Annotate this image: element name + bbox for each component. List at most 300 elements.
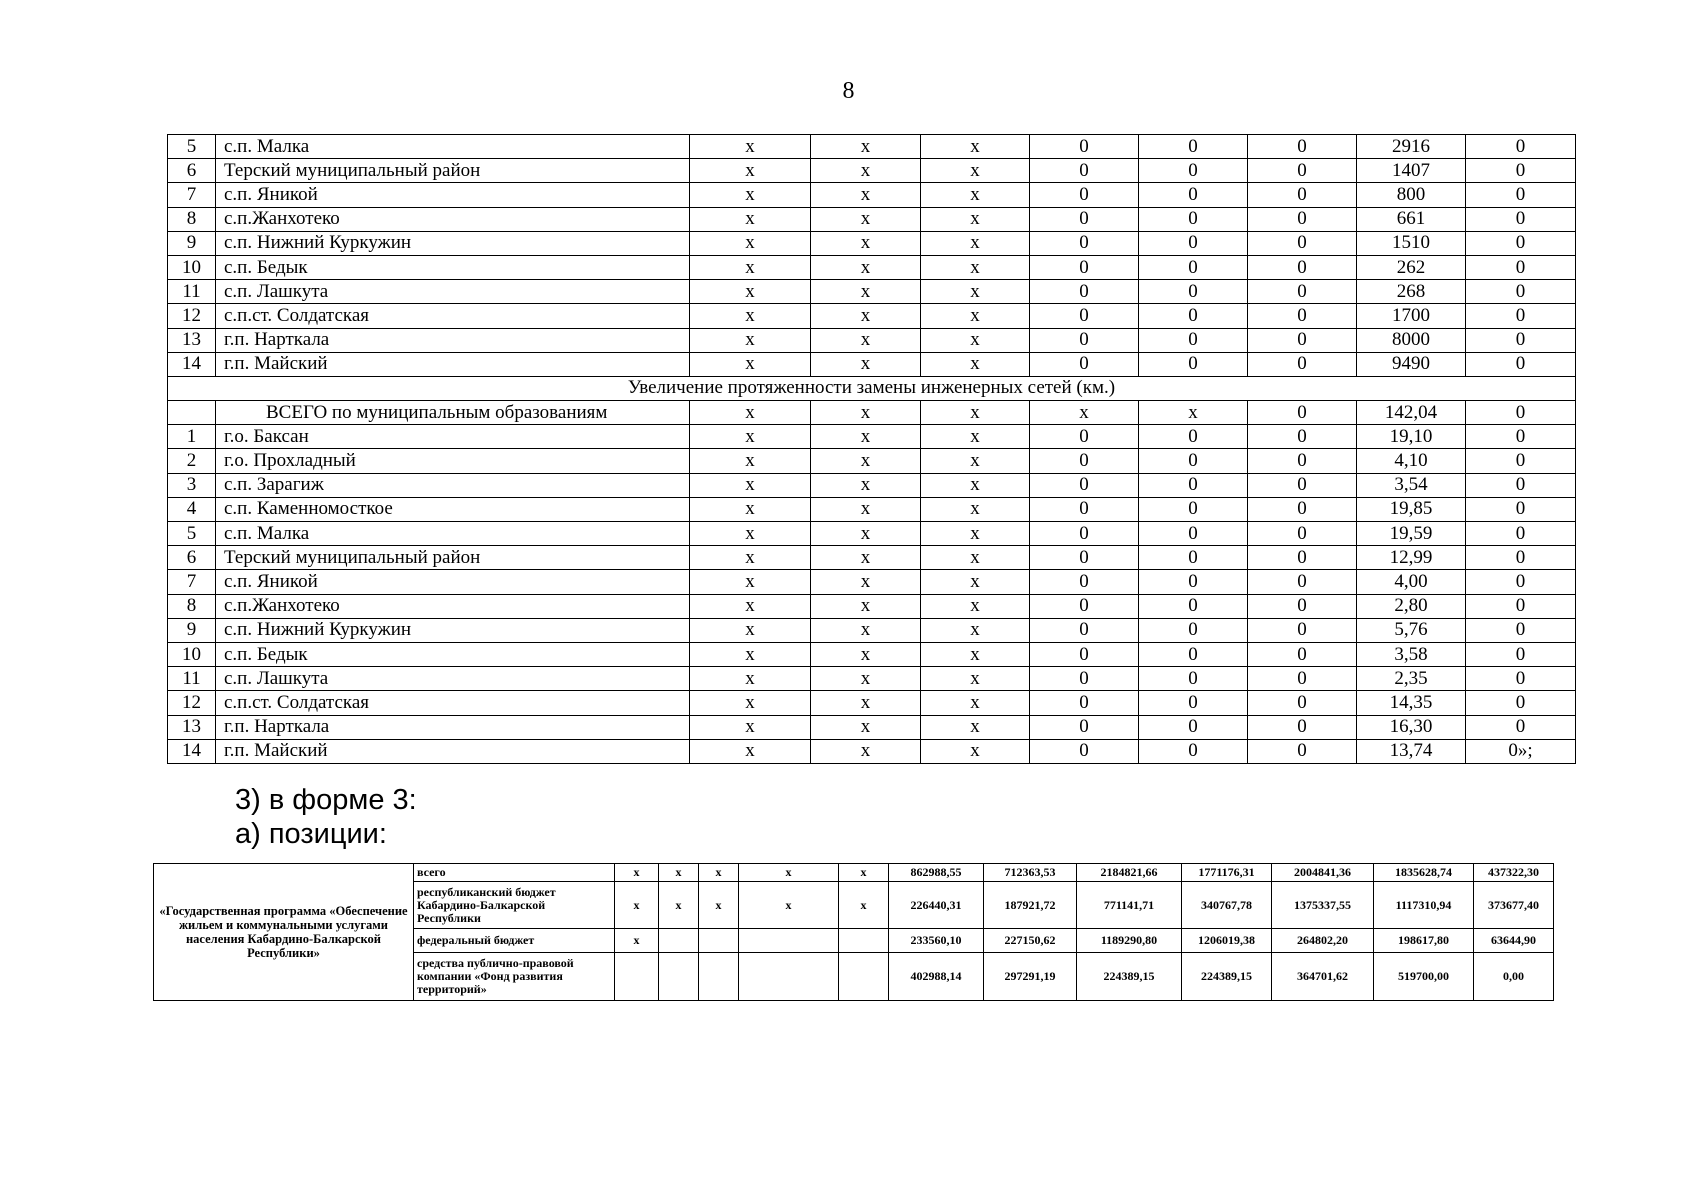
- value-cell: х: [811, 497, 921, 521]
- value-cell: 227150,62: [984, 929, 1077, 953]
- value-cell: 0: [1139, 715, 1248, 739]
- value-cell: 8000: [1357, 328, 1466, 352]
- table-row: [168, 352, 1576, 376]
- value-cell: 1407: [1357, 159, 1466, 183]
- section-title: Увеличение протяженности замены инженерных сетей (км.): [168, 376, 1576, 400]
- value-cell: х: [921, 159, 1030, 183]
- municipality-name: г.п. Нарткала: [216, 328, 690, 352]
- value-cell: 1510: [1357, 231, 1466, 255]
- value-cell: 0: [1030, 280, 1139, 304]
- table-row: [168, 522, 1576, 546]
- value-cell: 0: [1248, 255, 1357, 279]
- value-cell: 198617,80: [1374, 929, 1474, 953]
- value-cell: 0: [1139, 618, 1248, 642]
- value-cell: [659, 953, 699, 1001]
- value-cell: 364701,62: [1272, 953, 1374, 1001]
- value-cell: х: [811, 328, 921, 352]
- value-cell: 226440,31: [889, 882, 984, 929]
- value-cell: 0: [1139, 497, 1248, 521]
- value-cell: х: [811, 546, 921, 570]
- value-cell: х: [811, 473, 921, 497]
- value-cell: [699, 929, 739, 953]
- value-cell: 9490: [1357, 352, 1466, 376]
- row-number: 11: [168, 280, 216, 304]
- row-number: 9: [168, 231, 216, 255]
- value-cell: х: [921, 255, 1030, 279]
- value-cell: х: [811, 691, 921, 715]
- value-cell: 0: [1466, 401, 1576, 425]
- value-cell: 0: [1139, 425, 1248, 449]
- value-cell: 3,54: [1357, 473, 1466, 497]
- municipality-name: с.п.Жанхотеко: [216, 207, 690, 231]
- value-cell: х: [811, 352, 921, 376]
- value-cell: 224389,15: [1182, 953, 1272, 1001]
- value-cell: 2,80: [1357, 594, 1466, 618]
- value-cell: 0: [1139, 183, 1248, 207]
- municipality-name: г.о. Прохладный: [216, 449, 690, 473]
- value-cell: 12,99: [1357, 546, 1466, 570]
- value-cell: х: [690, 255, 811, 279]
- value-cell: 233560,10: [889, 929, 984, 953]
- municipality-name: с.п. Яникой: [216, 570, 690, 594]
- value-cell: х: [921, 183, 1030, 207]
- funding-table: [153, 863, 1554, 1001]
- value-cell: х: [615, 929, 659, 953]
- value-cell: 2184821,66: [1077, 864, 1182, 882]
- value-cell: х: [921, 522, 1030, 546]
- value-cell: х: [811, 183, 921, 207]
- value-cell: х: [811, 715, 921, 739]
- value-cell: [739, 929, 839, 953]
- value-cell: 0: [1248, 328, 1357, 352]
- table-row: [168, 546, 1576, 570]
- value-cell: 0: [1466, 691, 1576, 715]
- row-number: 10: [168, 642, 216, 666]
- value-cell: 0: [1030, 304, 1139, 328]
- value-cell: 0: [1248, 304, 1357, 328]
- row-number: 7: [168, 570, 216, 594]
- value-cell: 0: [1139, 691, 1248, 715]
- row-number: 12: [168, 304, 216, 328]
- value-cell: х: [811, 280, 921, 304]
- value-cell: 0: [1466, 618, 1576, 642]
- value-cell: х: [811, 159, 921, 183]
- value-cell: х: [811, 231, 921, 255]
- value-cell: х: [690, 135, 811, 159]
- table-row: [168, 425, 1576, 449]
- value-cell: 0: [1248, 449, 1357, 473]
- value-cell: 0: [1030, 425, 1139, 449]
- municipality-name: г.п. Нарткала: [216, 715, 690, 739]
- value-cell: 0: [1139, 594, 1248, 618]
- value-cell: х: [811, 207, 921, 231]
- value-cell: 2916: [1357, 135, 1466, 159]
- value-cell: 0: [1466, 667, 1576, 691]
- value-cell: х: [811, 425, 921, 449]
- value-cell: х: [921, 425, 1030, 449]
- table-row: [168, 135, 1576, 159]
- value-cell: х: [690, 280, 811, 304]
- value-cell: 0: [1466, 425, 1576, 449]
- value-cell: 0: [1248, 425, 1357, 449]
- value-cell: х: [811, 522, 921, 546]
- row-number: 8: [168, 594, 216, 618]
- value-cell: 0: [1248, 618, 1357, 642]
- value-cell: 373677,40: [1474, 882, 1554, 929]
- value-cell: х: [921, 473, 1030, 497]
- value-cell: 0: [1030, 352, 1139, 376]
- value-cell: х: [811, 570, 921, 594]
- value-cell: х: [739, 882, 839, 929]
- value-cell: х: [921, 449, 1030, 473]
- value-cell: х: [921, 207, 1030, 231]
- value-cell: х: [1030, 401, 1139, 425]
- value-cell: 1835628,74: [1374, 864, 1474, 882]
- value-cell: х: [921, 304, 1030, 328]
- value-cell: 262: [1357, 255, 1466, 279]
- value-cell: х: [921, 546, 1030, 570]
- value-cell: х: [921, 328, 1030, 352]
- value-cell: 437322,30: [1474, 864, 1554, 882]
- value-cell: х: [1139, 401, 1248, 425]
- value-cell: 0: [1248, 667, 1357, 691]
- value-cell: 0: [1030, 522, 1139, 546]
- value-cell: 0: [1248, 159, 1357, 183]
- value-cell: х: [690, 183, 811, 207]
- value-cell: х: [811, 135, 921, 159]
- value-cell: 0: [1466, 231, 1576, 255]
- value-cell: 0: [1466, 159, 1576, 183]
- value-cell: х: [921, 401, 1030, 425]
- value-cell: х: [659, 864, 699, 882]
- value-cell: 0: [1248, 352, 1357, 376]
- table-row: [168, 570, 1576, 594]
- value-cell: 0: [1030, 497, 1139, 521]
- table-row: [168, 159, 1576, 183]
- value-cell: 0: [1139, 304, 1248, 328]
- value-cell: х: [839, 864, 889, 882]
- municipality-name: с.п. Лашкута: [216, 280, 690, 304]
- value-cell: х: [921, 739, 1030, 763]
- value-cell: х: [690, 642, 811, 666]
- value-cell: х: [690, 304, 811, 328]
- value-cell: х: [921, 715, 1030, 739]
- value-cell: 264802,20: [1272, 929, 1374, 953]
- value-cell: 0: [1030, 570, 1139, 594]
- value-cell: х: [690, 328, 811, 352]
- row-number: 6: [168, 159, 216, 183]
- value-cell: х: [690, 401, 811, 425]
- value-cell: 16,30: [1357, 715, 1466, 739]
- funding-row: [154, 864, 1554, 882]
- row-number: 3: [168, 473, 216, 497]
- value-cell: 5,76: [1357, 618, 1466, 642]
- value-cell: 0: [1248, 497, 1357, 521]
- value-cell: х: [690, 473, 811, 497]
- value-cell: 13,74: [1357, 739, 1466, 763]
- value-cell: 0: [1030, 667, 1139, 691]
- value-cell: 0: [1248, 231, 1357, 255]
- value-cell: 0: [1139, 570, 1248, 594]
- value-cell: х: [811, 618, 921, 642]
- value-cell: [839, 953, 889, 1001]
- value-cell: [659, 929, 699, 953]
- value-cell: х: [659, 882, 699, 929]
- row-number: 10: [168, 255, 216, 279]
- value-cell: 0: [1466, 546, 1576, 570]
- value-cell: 1771176,31: [1182, 864, 1272, 882]
- value-cell: 0: [1248, 473, 1357, 497]
- value-cell: 0: [1139, 522, 1248, 546]
- value-cell: 0: [1466, 715, 1576, 739]
- municipality-name: с.п. Каменномосткое: [216, 497, 690, 521]
- value-cell: 0: [1248, 691, 1357, 715]
- value-cell: 0: [1466, 642, 1576, 666]
- infrastructure-table: [167, 134, 1576, 764]
- value-cell: 0: [1139, 255, 1248, 279]
- municipality-name: г.п. Майский: [216, 352, 690, 376]
- funding-table-body: [154, 864, 1554, 1001]
- value-cell: х: [811, 739, 921, 763]
- total-row: [168, 401, 1576, 425]
- value-cell: х: [921, 352, 1030, 376]
- value-cell: 800: [1357, 183, 1466, 207]
- value-cell: х: [811, 401, 921, 425]
- value-cell: 0: [1466, 449, 1576, 473]
- value-cell: 0: [1248, 739, 1357, 763]
- funding-source: федеральный бюджет: [414, 929, 615, 953]
- row-number: 11: [168, 667, 216, 691]
- table-row: [168, 715, 1576, 739]
- value-cell: х: [690, 618, 811, 642]
- section-title-row: [168, 376, 1576, 400]
- table-row: [168, 642, 1576, 666]
- value-cell: 297291,19: [984, 953, 1077, 1001]
- value-cell: 0: [1030, 546, 1139, 570]
- value-cell: 224389,15: [1077, 953, 1182, 1001]
- table-row: [168, 594, 1576, 618]
- table-row: [168, 497, 1576, 521]
- value-cell: 0: [1139, 352, 1248, 376]
- value-cell: 0: [1466, 328, 1576, 352]
- table-row: [168, 280, 1576, 304]
- municipality-name: г.п. Майский: [216, 739, 690, 763]
- value-cell: 0»;: [1466, 739, 1576, 763]
- value-cell: х: [921, 642, 1030, 666]
- table-row: [168, 231, 1576, 255]
- value-cell: 712363,53: [984, 864, 1077, 882]
- value-cell: 4,00: [1357, 570, 1466, 594]
- row-number: 13: [168, 328, 216, 352]
- municipality-name: с.п. Зарагиж: [216, 473, 690, 497]
- row-number: 12: [168, 691, 216, 715]
- value-cell: х: [811, 667, 921, 691]
- value-cell: х: [811, 255, 921, 279]
- value-cell: 0: [1466, 522, 1576, 546]
- value-cell: х: [690, 231, 811, 255]
- municipality-name: с.п.Жанхотеко: [216, 594, 690, 618]
- positions-heading: а) позиции:: [235, 818, 387, 850]
- value-cell: 0: [1030, 739, 1139, 763]
- value-cell: х: [690, 207, 811, 231]
- funding-source: всего: [414, 864, 615, 882]
- value-cell: х: [690, 159, 811, 183]
- row-number: 14: [168, 739, 216, 763]
- value-cell: [839, 929, 889, 953]
- value-cell: х: [690, 570, 811, 594]
- value-cell: 0: [1139, 159, 1248, 183]
- page-number: 8: [842, 78, 855, 104]
- value-cell: 0: [1030, 135, 1139, 159]
- table-row: [168, 473, 1576, 497]
- value-cell: 0: [1139, 739, 1248, 763]
- value-cell: 0: [1030, 328, 1139, 352]
- value-cell: 0: [1248, 570, 1357, 594]
- municipality-name: с.п. Бедык: [216, 642, 690, 666]
- value-cell: х: [690, 425, 811, 449]
- value-cell: 3,58: [1357, 642, 1466, 666]
- value-cell: х: [811, 594, 921, 618]
- value-cell: 0: [1139, 473, 1248, 497]
- row-number: 7: [168, 183, 216, 207]
- table-row: [168, 739, 1576, 763]
- value-cell: 661: [1357, 207, 1466, 231]
- municipality-name: с.п. Яникой: [216, 183, 690, 207]
- value-cell: [615, 953, 659, 1001]
- value-cell: 519700,00: [1374, 953, 1474, 1001]
- value-cell: 0: [1030, 183, 1139, 207]
- value-cell: х: [921, 667, 1030, 691]
- value-cell: х: [811, 304, 921, 328]
- value-cell: [699, 953, 739, 1001]
- value-cell: 0: [1030, 473, 1139, 497]
- value-cell: 0: [1030, 255, 1139, 279]
- value-cell: 0: [1030, 159, 1139, 183]
- value-cell: 0: [1248, 715, 1357, 739]
- row-number: 14: [168, 352, 216, 376]
- value-cell: 0: [1248, 401, 1357, 425]
- value-cell: 1375337,55: [1272, 882, 1374, 929]
- value-cell: 2004841,36: [1272, 864, 1374, 882]
- value-cell: 0: [1139, 449, 1248, 473]
- value-cell: 0: [1466, 352, 1576, 376]
- municipality-name: с.п. Лашкута: [216, 667, 690, 691]
- value-cell: 0: [1248, 135, 1357, 159]
- municipality-name: с.п. Нижний Куркужин: [216, 231, 690, 255]
- value-cell: х: [690, 352, 811, 376]
- row-number: 1: [168, 425, 216, 449]
- value-cell: х: [690, 715, 811, 739]
- table-row: [168, 328, 1576, 352]
- value-cell: х: [699, 882, 739, 929]
- value-cell: 0: [1139, 207, 1248, 231]
- row-number: 13: [168, 715, 216, 739]
- table-row: [168, 618, 1576, 642]
- funding-source: средства публично-правовой компании «Фонд развития территорий»: [414, 953, 615, 1001]
- row-number: 2: [168, 449, 216, 473]
- value-cell: 0: [1030, 715, 1139, 739]
- value-cell: 63644,90: [1474, 929, 1554, 953]
- infrastructure-table-body: [168, 135, 1576, 764]
- municipality-name: с.п.ст. Солдатская: [216, 691, 690, 715]
- value-cell: 0: [1139, 546, 1248, 570]
- total-label: ВСЕГО по муниципальным образованиям: [216, 401, 690, 425]
- value-cell: х: [921, 618, 1030, 642]
- value-cell: х: [690, 739, 811, 763]
- value-cell: 0: [1466, 594, 1576, 618]
- value-cell: х: [921, 497, 1030, 521]
- value-cell: 0: [1030, 594, 1139, 618]
- row-number: 5: [168, 522, 216, 546]
- value-cell: 1117310,94: [1374, 882, 1474, 929]
- value-cell: 0: [1139, 135, 1248, 159]
- value-cell: 0: [1248, 642, 1357, 666]
- value-cell: 0: [1030, 642, 1139, 666]
- value-cell: 0: [1030, 449, 1139, 473]
- municipality-name: с.п. Малка: [216, 135, 690, 159]
- value-cell: 0: [1466, 255, 1576, 279]
- value-cell: 1189290,80: [1077, 929, 1182, 953]
- value-cell: х: [690, 522, 811, 546]
- value-cell: 771141,71: [1077, 882, 1182, 929]
- value-cell: 268: [1357, 280, 1466, 304]
- value-cell: х: [690, 691, 811, 715]
- funding-source: республиканский бюджет Кабардино-Балкарской Республики: [414, 882, 615, 929]
- value-cell: 0: [1030, 231, 1139, 255]
- table-row: [168, 255, 1576, 279]
- value-cell: 402988,14: [889, 953, 984, 1001]
- value-cell: х: [921, 594, 1030, 618]
- value-cell: 0: [1139, 231, 1248, 255]
- value-cell: 862988,55: [889, 864, 984, 882]
- value-cell: х: [811, 642, 921, 666]
- table-row: [168, 691, 1576, 715]
- value-cell: 19,59: [1357, 522, 1466, 546]
- value-cell: 0: [1248, 522, 1357, 546]
- value-cell: х: [615, 864, 659, 882]
- value-cell: 0: [1466, 497, 1576, 521]
- municipality-name: Терский муниципальный район: [216, 546, 690, 570]
- row-number: 6: [168, 546, 216, 570]
- value-cell: 1206019,38: [1182, 929, 1272, 953]
- value-cell: 0: [1248, 183, 1357, 207]
- value-cell: 0: [1139, 328, 1248, 352]
- value-cell: х: [690, 667, 811, 691]
- municipality-name: с.п. Нижний Куркужин: [216, 618, 690, 642]
- row-number: 4: [168, 497, 216, 521]
- value-cell: х: [615, 882, 659, 929]
- value-cell: 0: [1466, 280, 1576, 304]
- row-number: 5: [168, 135, 216, 159]
- municipality-name: с.п. Бедык: [216, 255, 690, 279]
- value-cell: х: [921, 570, 1030, 594]
- value-cell: 0: [1248, 594, 1357, 618]
- value-cell: 0: [1139, 642, 1248, 666]
- table-row: [168, 183, 1576, 207]
- value-cell: 0: [1466, 304, 1576, 328]
- value-cell: 0: [1030, 691, 1139, 715]
- value-cell: 340767,78: [1182, 882, 1272, 929]
- value-cell: 0: [1248, 546, 1357, 570]
- value-cell: 142,04: [1357, 401, 1466, 425]
- value-cell: х: [690, 546, 811, 570]
- municipality-name: г.о. Баксан: [216, 425, 690, 449]
- value-cell: [739, 953, 839, 1001]
- value-cell: 0: [1139, 280, 1248, 304]
- table-row: [168, 667, 1576, 691]
- table-row: [168, 207, 1576, 231]
- value-cell: 0,00: [1474, 953, 1554, 1001]
